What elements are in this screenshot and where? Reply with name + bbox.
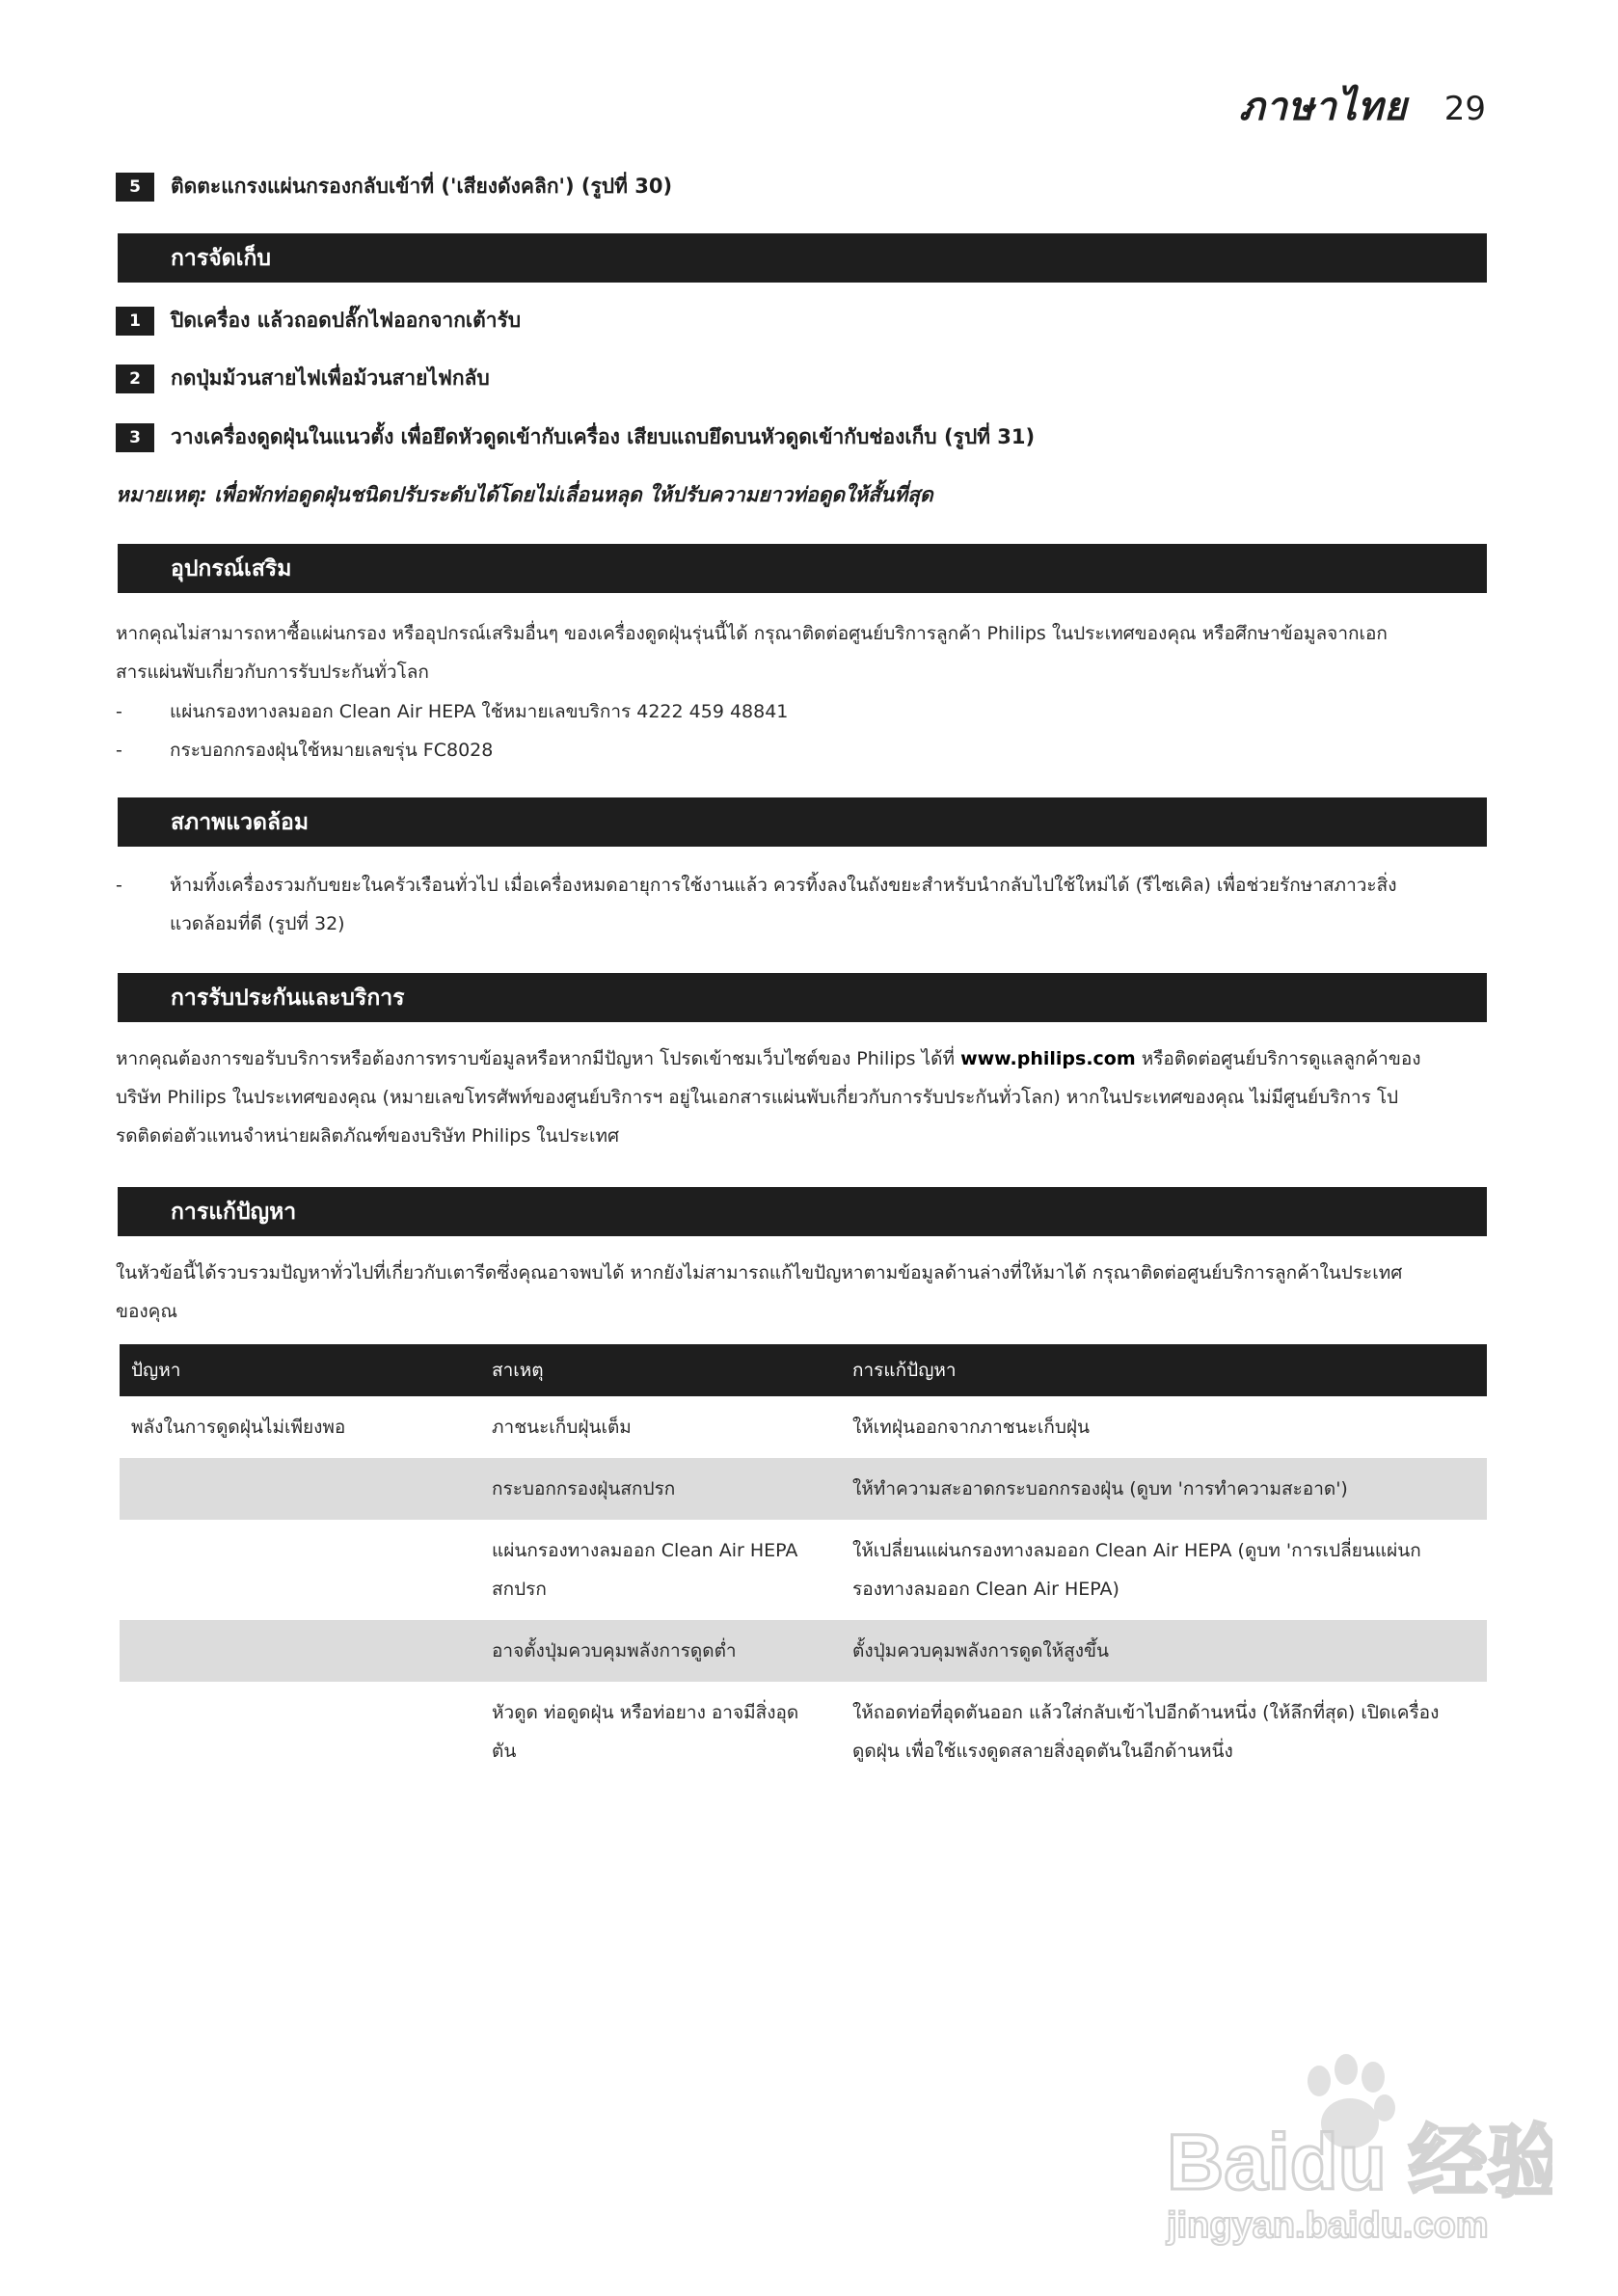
- paragraph-line: ในหัวข้อนี้ได้รวบรวมปัญหาทั่วไปที่เกี่ยวกับเตารีดซึ่งคุณอาจพบได้ หากยังไม่สามารถแก้ไขปัญหาตามข้อมูลด้านล่างที่ให้มาได้ กรุณาติดต่อศูนย์บริการลูกค้าในประเทศ: [116, 1262, 1403, 1283]
- accessory-item: - แผ่นกรองทางลมออก Clean Air HEPA ใช้หมายเลขบริการ 4222 459 48841: [116, 692, 1487, 731]
- philips-website-link[interactable]: www.philips.com: [960, 1048, 1136, 1069]
- storage-heading: การจัดเก็บ: [118, 233, 1487, 283]
- storage-note: หมายเหตุ: เพื่อพักท่อดูดฝุ่นชนิดปรับระดับได้โดยไม่เลื่อนหลุด ให้ปรับความยาวท่อดูดให้สั้นที่สุด: [116, 483, 933, 506]
- accessory-item: - กระบอกกรองฝุ่นใช้หมายเลขรุ่น FC8028: [116, 731, 1487, 770]
- troubleshooting-heading: การแก้ปัญหา: [118, 1187, 1487, 1236]
- step-number: 1: [116, 307, 154, 336]
- paragraph-line: บริษัท Philips ในประเทศของคุณ (หมายเลขโทรศัพท์ของศูนย์บริการฯ อยู่ในเอกสารแผ่นพับเกี่ยวกับการรับประกันทั่วโลก) หากในประเทศของคุณ ไม่มีศูนย์บริการ โป: [116, 1087, 1399, 1108]
- environment-heading: สภาพแวดล้อม: [118, 797, 1487, 847]
- solution-cell: ให้ถอดท่อที่อุดตันออก แล้วใส่กลับเข้าไปอีกด้านหนึ่ง (ให้ลึกที่สุด) เปิดเครื่อง ดูดฝุ่น เพื่อใช้แรงดูดสลายสิ่งอุดตันในอีกด้านหนึ่ง: [852, 1702, 1440, 1762]
- paragraph-line: รดติดต่อตัวแทนจำหน่ายผลิตภัณฑ์ของบริษัท Philips ในประเทศ: [116, 1125, 620, 1147]
- accessories-heading: อุปกรณ์เสริม: [118, 544, 1487, 593]
- step-number: 2: [116, 365, 154, 393]
- storage-step-1: [116, 305, 521, 337]
- problem-cell: [120, 1620, 480, 1682]
- step-5: [116, 171, 672, 203]
- guarantee-paragraph: [116, 1040, 1485, 1155]
- step-text: กดปุ่มม้วนสายไฟเพื่อม้วนสายไฟกลับ: [171, 366, 490, 390]
- step-text: ปิดเครื่อง แล้วถอดปลั๊กไฟออกจากเต้ารับ: [171, 309, 522, 332]
- table-row: [120, 1520, 1487, 1620]
- step-number: 5: [116, 173, 154, 202]
- column-header-problem: ปัญหา: [120, 1344, 480, 1396]
- step-text: ติดตะแกรงแผ่นกรองกลับเข้าที่ ('เสียงดังคลิก') (รูปที่ 30): [171, 175, 673, 198]
- baidu-watermark: [1147, 2054, 1552, 2247]
- storage-step-3: [116, 421, 1035, 453]
- page-number: 29: [1443, 90, 1486, 128]
- baidu-paw-icon: [1147, 2054, 1552, 2247]
- table-header-row: [120, 1344, 1487, 1396]
- environment-item: - ห้ามทิ้งเครื่องรวมกับขยะในครัวเรือนทั่วไป เมื่อเครื่องหมดอายุการใช้งานแล้ว ควรทิ้งลงในถังขยะสำหรับนำกลับไปใช้ใหม่ได้ (รีไซเคิล) เพื่อช่วยรักษาสภาวะสิ่ง แวดล้อมที่ดี (รูปที่ 32): [116, 866, 1487, 943]
- table-row: [120, 1682, 1487, 1782]
- solution-cell: ให้เปลี่ยนแผ่นกรองทางลมออก Clean Air HEPA (ดูบท 'การเปลี่ยนแผ่นก รองทางลมออก Clean Air HEPA): [852, 1540, 1421, 1600]
- table-row: [120, 1396, 1487, 1458]
- step-number: 3: [116, 423, 154, 452]
- watermark-brand: Baidu 经验: [1167, 2119, 1552, 2206]
- column-header-cause: สาเหตุ: [480, 1344, 841, 1396]
- problem-cell: [120, 1682, 480, 1782]
- paragraph-line: สารแผ่นพับเกี่ยวกับการรับประกันทั่วโลก: [116, 662, 429, 683]
- problem-cell: [120, 1458, 480, 1520]
- cause-cell: อาจตั้งปุ่มควบคุมพลังการดูดต่ำ: [480, 1620, 841, 1682]
- guarantee-heading: การรับประกันและบริการ: [118, 973, 1487, 1022]
- table-row: [120, 1620, 1487, 1682]
- paragraph-line: ของคุณ: [116, 1301, 178, 1322]
- table-row: [120, 1458, 1487, 1520]
- problem-cell: พลังในการดูดฝุ่นไม่เพียงพอ: [131, 1417, 346, 1438]
- accessories-paragraph: [116, 614, 1485, 691]
- solution-cell: ตั้งปุ่มควบคุมพลังการดูดให้สูงขึ้น: [841, 1620, 1487, 1682]
- environment-item-line: ห้ามทิ้งเครื่องรวมกับขยะในครัวเรือนทั่วไป เมื่อเครื่องหมดอายุการใช้งานแล้ว ควรทิ้งลงในถังขยะสำหรับนำกลับไปใช้ใหม่ได้ (รีไซเคิล) เพื่อช่วยรักษาสภาวะสิ่ง: [170, 875, 1397, 896]
- step-text: วางเครื่องดูดฝุ่นในแนวตั้ง เพื่อยึดหัวดูดเข้ากับเครื่อง เสียบแถบยึดบนหัวดูดเข้ากับช่องเก็บ (รูปที่ 31): [171, 425, 1036, 448]
- page-header: [1239, 75, 1486, 137]
- troubleshooting-table: [120, 1344, 1487, 1782]
- problem-cell: [120, 1520, 480, 1620]
- cause-cell: แผ่นกรองทางลมออก Clean Air HEPA สกปรก: [492, 1540, 798, 1600]
- column-header-solution: การแก้ปัญหา: [841, 1344, 1487, 1396]
- cause-cell: หัวดูด ท่อดูดฝุ่น หรือท่อยาง อาจมีสิ่งอุด ตัน: [492, 1702, 799, 1762]
- solution-cell: ให้เทฝุ่นออกจากภาชนะเก็บฝุ่น: [852, 1417, 1091, 1438]
- accessory-item-text: กระบอกกรองฝุ่นใช้หมายเลขรุ่น FC8028: [170, 740, 494, 761]
- language-title: ภาษาไทย: [1239, 85, 1408, 129]
- storage-step-2: [116, 363, 490, 394]
- troubleshooting-paragraph: [116, 1254, 1485, 1331]
- cause-cell: ภาชนะเก็บฝุ่นเต็ม: [492, 1417, 632, 1438]
- accessory-item-text: แผ่นกรองทางลมออก Clean Air HEPA ใช้หมายเลขบริการ 4222 459 48841: [170, 701, 789, 722]
- environment-item-line: แวดล้อมที่ดี (รูปที่ 32): [170, 913, 345, 934]
- solution-cell: ให้ทำความสะอาดกระบอกกรองฝุ่น (ดูบท 'การทำความสะอาด'): [841, 1458, 1487, 1520]
- paragraph-line: หากคุณต้องการขอรับบริการหรือต้องการทราบข้อมูลหรือหากมีปัญหา โปรดเข้าชมเว็บไซต์ของ Philips ได้ที่ www.philips.com หรือติดต่อศูนย์บริการดูแลลูกค้าของ: [116, 1048, 1421, 1069]
- paragraph-line: หากคุณไม่สามารถหาซื้อแผ่นกรอง หรืออุปกรณ์เสริมอื่นๆ ของเครื่องดูดฝุ่นรุ่นนี้ได้ กรุณาติดต่อศูนย์บริการลูกค้า Philips ในประเทศของคุณ หรือศึกษาข้อมูลจากเอก: [116, 623, 1388, 644]
- watermark-site: jingyan.baidu.com: [1167, 2205, 1489, 2246]
- cause-cell: กระบอกกรองฝุ่นสกปรก: [480, 1458, 841, 1520]
